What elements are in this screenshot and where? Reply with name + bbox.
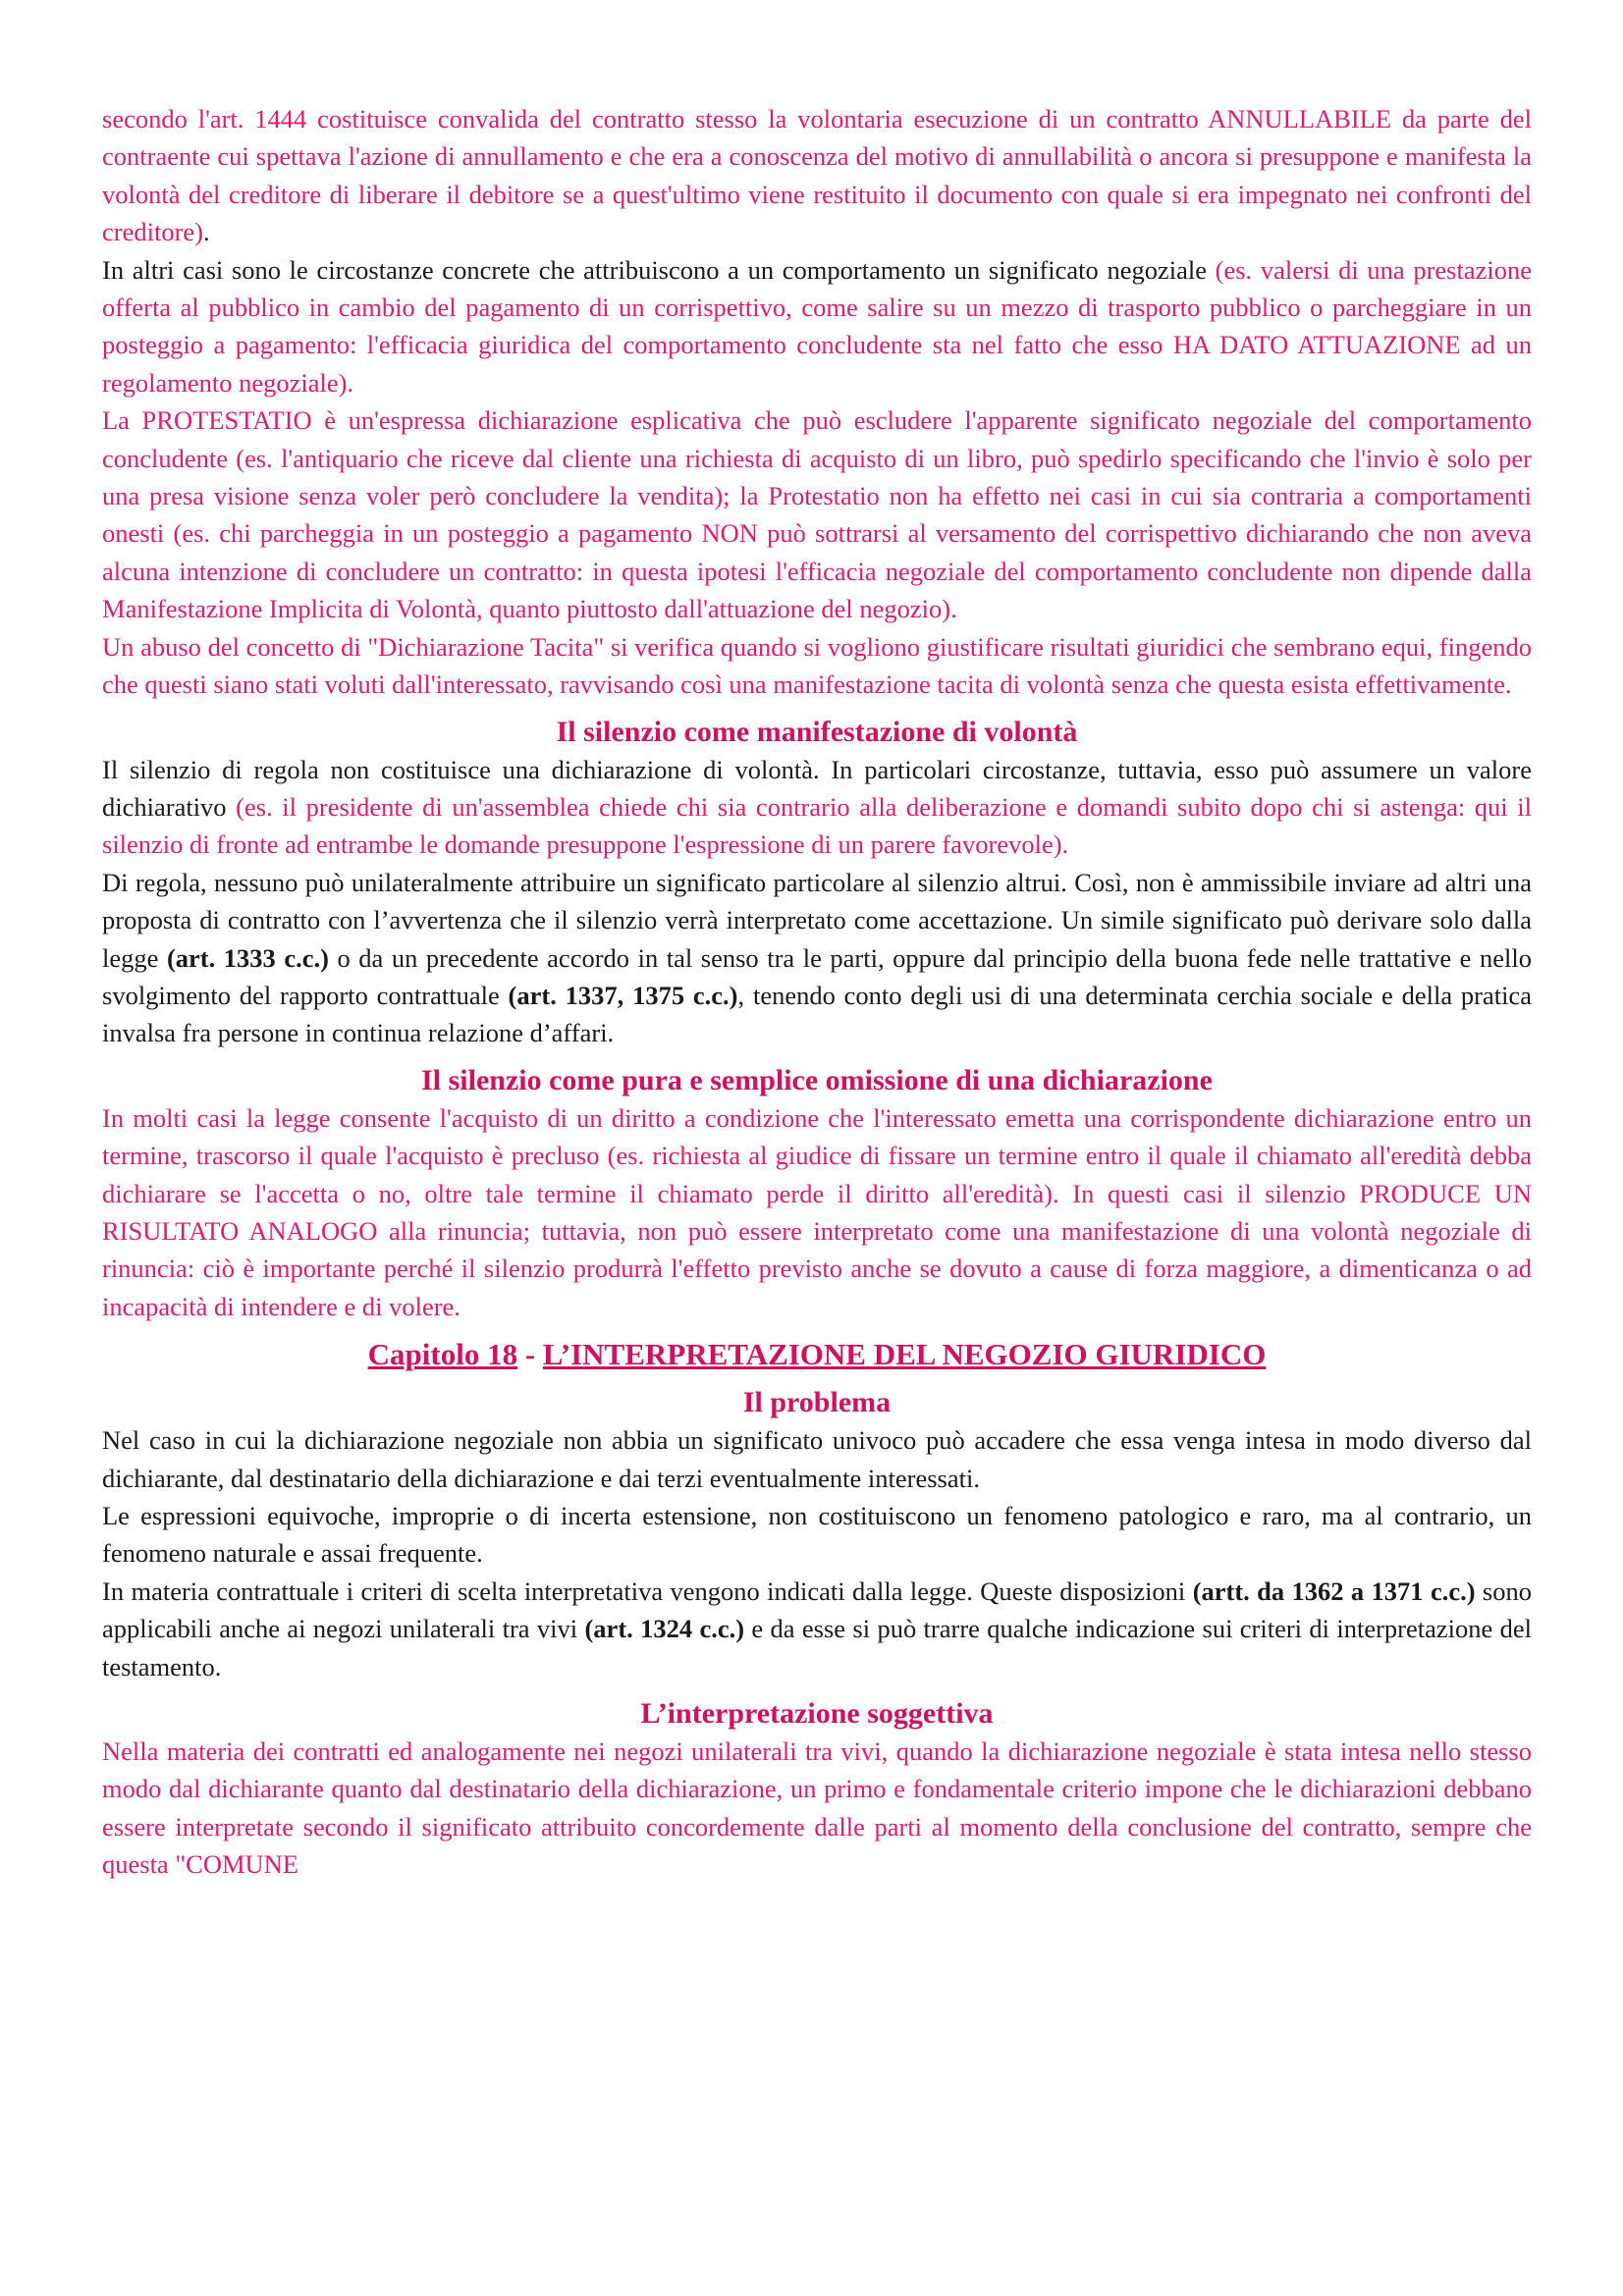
chapter-name: L’INTERPRETAZIONE DEL NEGOZIO GIURIDICO (542, 1337, 1267, 1372)
heading-interpretazione-soggettiva: L’interpretazione soggettiva (640, 1697, 994, 1731)
paragraph-protestatio: La PROTESTATIO è un'espressa dichiarazione esplicativa che può escludere l'apparente significato negoziale del comportamento concludente (es. l'antiquario che riceve dal cliente una richiesta di acquisto di un libro, può spedirlo specificando che l'invio è solo per una presa visione senza voler però concludere la vendita); la Protestatio non ha effetto nei casi in cui sia contraria a comportamenti onesti (es. chi parcheggia in un posteggio a pagamento NON può sottrarsi al versamento del corrispettivo dichiarando che non aveva alcuna intenzione di concludere un contratto: in questa ipotesi l'efficacia negoziale del comportamento concludente non dipende dalla Manifestazione Implicita di Volontà, quanto piuttosto dall'attuazione del negozio). (102, 405, 1532, 624)
paragraph-silenzio-regola: Il silenzio di regola non costituisce una dichiarazione di volontà. In particolari circostanze, tuttavia, esso può assumere un valore dichiarativo (es. il presidente di un'assemblea chiede chi sia contrario alla deliberazione e domandi subito dopo chi si astenga: qui il silenzio di fronte ad entrambe le domande presuppone l'espressione di un parere favorevole). (102, 754, 1532, 860)
document-page (102, 100, 1532, 1884)
paragraph-circostanze: In altri casi sono le circostanze concrete che attribuiscono a un comportamento un significato negoziale (es. valersi di una prestazione offerta al pubblico in cambio del pagamento di un corrispettivo, come salire su un mezzo di trasporto pubblico o parcheggiare in un posteggio a pagamento: l'efficacia giuridica del comportamento concludente sta nel fatto che esso HA DATO ATTUAZIONE ad un regolamento negoziale). (102, 254, 1533, 398)
pink-text: secondo l'art. 1444 costituisce convalida del contratto stesso la volontaria esecuzione di un contratto ANNULLABILE da parte del contraente cui spettava l'azione di annullamento e che era a conoscenza del motivo di annullabilità o ancora si presuppone e manifesta la volontà del creditore di liberare il debitore se a quest'ultimo viene restituito il documento con quale si era impegnato nei confronti del creditore) (102, 104, 1532, 247)
paragraph-dichiarazione-tacita: Un abuso del concetto di "Dichiarazione Tacita" si verifica quando si vogliono giustificare risultati giuridici che sembrano equi, fingendo che questi siano stati voluti dall'interessato, ravvisando così una manifestazione tacita di volontà senza che questa esista effettivamente. (102, 631, 1532, 700)
paragraph-significato-silenzio: Di regola, nessuno può unilateralmente attribuire un significato particolare al silenzio altrui. Così, non è ammissibile inviare ad altri una proposta di contratto con l’avvertenza che il silenzio verrà interpretato come accettazione. Un simile significato può derivare solo dalla legge (art. 1333 c.c.) o da un precedente accordo in tal senso tra le parti, oppure dal principio della buona fede nelle trattative e nello svolgimento del rapporto contrattuale (art. 1337, 1375 c.c.), tenendo conto degli usi di una determinata cerchia sociale e della pratica invalsa fra persone in continua relazione d’affari. (102, 867, 1533, 1048)
heading-silenzio-omissione: Il silenzio come pura e semplice omissione di una dichiarazione (421, 1063, 1213, 1096)
paragraph-criterio-soggettivo: Nella materia dei contratti ed analogamente nei negozi unilaterali tra vivi, quando la dichiarazione negoziale è stata intesa nello stesso modo dal dichiarante quanto dal destinatario della dichiarazione, un primo e fondamentale criterio impone che le dichiarazioni debbano essere interpretate secondo il significato attribuito concordemente dalle parti al momento della conclusione del contratto, sempre che questa "COMUNE (102, 1736, 1532, 1880)
paragraph-convalida: secondo l'art. 1444 costituisce convalida del contratto stesso la volontaria esecuzione di un contratto ANNULLABILE da parte del contraente cui spettava l'azione di annullamento e che era a conoscenza del motivo di annullabilità o ancora si presuppone e manifesta la volontà del creditore di liberare il debitore se a quest'ultimo viene restituito il documento con quale si era impegnato nei confronti del creditore). (102, 104, 1532, 247)
chapter-title: Capitolo 18 - L’INTERPRETAZIONE DEL NEGOZIO GIURIDICO (367, 1337, 1267, 1372)
paragraph-acquisto-diritto: In molti casi la legge consente l'acquisto di un diritto a condizione che l'interessato emetta una corrispondente dichiarazione entro un termine, trascorso il quale l'acquisto è precluso (es. richiesta al giudice di fissare un termine entro il quale il chiamato all'eredità debba dichiarare se l'accetta o no, oltre tale termine il chiamato perde il diritto all'eredità). In questi casi il silenzio PRODUCE UN RISULTATO ANALOGO alla rinuncia; tuttavia, non può essere interpretato come una manifestazione di una volontà negoziale di rinuncia: ciò è importante perché il silenzio produrrà l'effetto previsto anche se dovuto a cause di forza maggiore, a dimenticanza o ad incapacità di intendere e di volere. (102, 1102, 1532, 1321)
paragraph-espressioni-equivoche: Le espressioni equivoche, improprie o di incerta estensione, non costituiscono un fenomeno patologico e raro, ma al contrario, un fenomeno naturale e assai frequente. (102, 1501, 1532, 1569)
paragraph-dichiarazione-univoca: Nel caso in cui la dichiarazione negoziale non abbia un significato univoco può accadere che essa venga intesa in modo diverso dal dichiarante, dal destinatario della dichiarazione e dai terzi eventualmente interessati. (102, 1425, 1532, 1493)
chapter-number: Capitolo 18 (367, 1337, 518, 1372)
heading-problema: Il problema (742, 1386, 892, 1419)
heading-silenzio-manifestazione: Il silenzio come manifestazione di volontà (556, 715, 1078, 748)
paragraph-criteri-interpretativi: In materia contrattuale i criteri di scelta interpretativa vengono indicati dalla legge. Queste disposizioni (artt. da 1362 a 1371 c.c.) sono applicabili anche ai negozi unilaterali tra vivi (art. 1324 c.c.) e da esse si può trarre qualche indicazione sui criteri di interpretazione del testamento. (102, 1575, 1533, 1682)
